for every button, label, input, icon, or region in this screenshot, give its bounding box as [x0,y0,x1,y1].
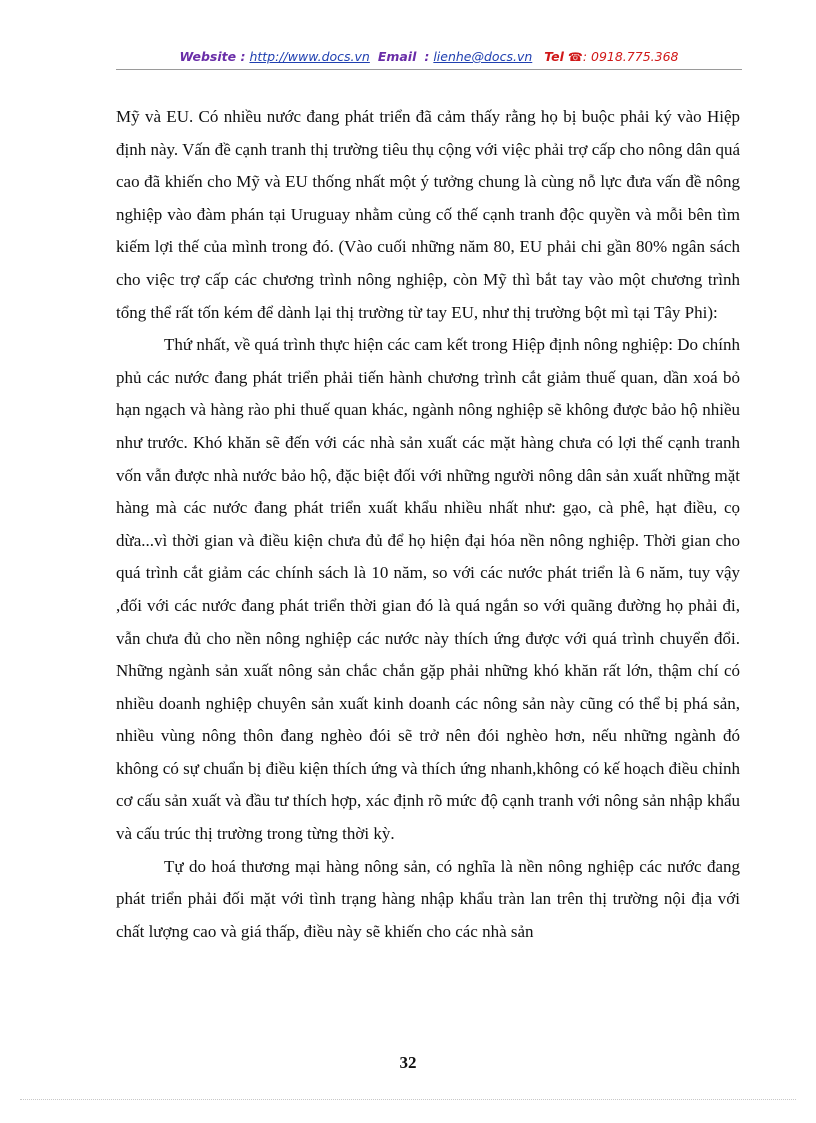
phone-icon: ☎ [567,50,583,64]
paragraph-1: Mỹ và EU. Có nhiều nước đang phát triển đã cảm thấy rằng họ bị buộc phải ký vào Hiệp định này. Vấn đề cạnh tranh thị trường tiêu thụ cộng với việc phải trợ cấp cho nông dân quá cao đã khiến cho Mỹ và EU thống nhất một ý tưởng chung là cùng nỗ lực đưa vấn đề nông nghiệp vào đàm phán tại Uruguay nhằm củng cố thế cạnh tranh độc quyền và mỗi bên tìm kiếm lợi thế của mình trong đó. (Vào cuối những năm 80, EU phải chi gần 80% ngân sách cho việc trợ cấp các chương trình nông nghiệp, còn Mỹ thì bắt tay vào một chương trình tổng thể rất tốn kém để dành lại thị trường từ tay EU, như thị trường bột mì tại Tây Phi): [116,107,740,322]
paragraph-3: Tự do hoá thương mại hàng nông sản, có nghĩa là nền nông nghiệp các nước đang phát triển phải đối mặt với tình trạng hàng nhập khẩu tràn lan trên thị trường nội địa với chất lượng cao và giá thấp, điều này sẽ khiến cho các nhà sản [116,856,740,941]
page-header [118,47,740,67]
tel-label: Tel [544,49,564,64]
footer-divider [20,1099,796,1100]
header-divider [116,69,742,70]
page-number: 32 [399,1053,417,1072]
paragraph-2: Thứ nhất, về quá trình thực hiện các cam kết trong Hiệp định nông nghiệp: Do chính phủ các nước đang phát triển phải tiến hành chương trình cắt giảm thuế quan, dần xoá bỏ hạn ngạch và hàng rào phi thuế quan khác, ngành nông nghiệp sẽ không được bảo hộ nhiều như trước. Khó khăn sẽ đến với các nhà sản xuất các mặt hàng chưa có lợi thế cạnh tranh vốn vẫn được nhà nước bảo hộ, đặc biệt đối với những người nông dân sản xuất những mặt hàng mà các nước đang phát triển xuất khẩu nhiều nhất như: gạo, cà phê, hạt điều, cọ dừa...vì thời gian và điều kiện chưa đủ để họ hiện đại hóa nền nông nghiệp. Thời gian cho quá trình cắt giảm các chính sách là 10 năm, so với các nước phát triển là 6 năm, tuy vậy ,đối với các nước đang phát triển thời gian đó là quá ngắn so với quãng đường họ phải đi, vẫn chưa đủ cho nền nông nghiệp các nước này thích ứng được với quá trình chuyển đổi. Những ngành sản xuất nông sản chắc chắn gặp phải những khó khăn rất lớn, thậm chí có nhiều doanh nghiệp chuyên sản xuất kinh doanh các nông sản này cũng có thể bị phá sản, nhiều vùng nông thôn đang nghèo đói sẽ trở nên đói nghèo hơn, nếu những ngành đó không có sự chuẩn bị điều kiện thích ứng và thích ứng nhanh,không có kế hoạch điều chỉnh cơ cấu sản xuất và đầu tư thích hợp, xác định rõ mức độ cạnh tranh với nông sản nhập khẩu và cấu trúc thị trường trong từng thời kỳ. [116,335,740,844]
website-link[interactable]: http://www.docs.vn [249,49,370,64]
email-label: Email [377,49,417,64]
document-body [116,101,740,948]
tel-number: : 0918.775.368 [582,49,679,64]
email-separator: : [424,49,430,64]
website-label: Website : [179,49,246,64]
email-link[interactable]: lienhe@docs.vn [433,49,533,64]
